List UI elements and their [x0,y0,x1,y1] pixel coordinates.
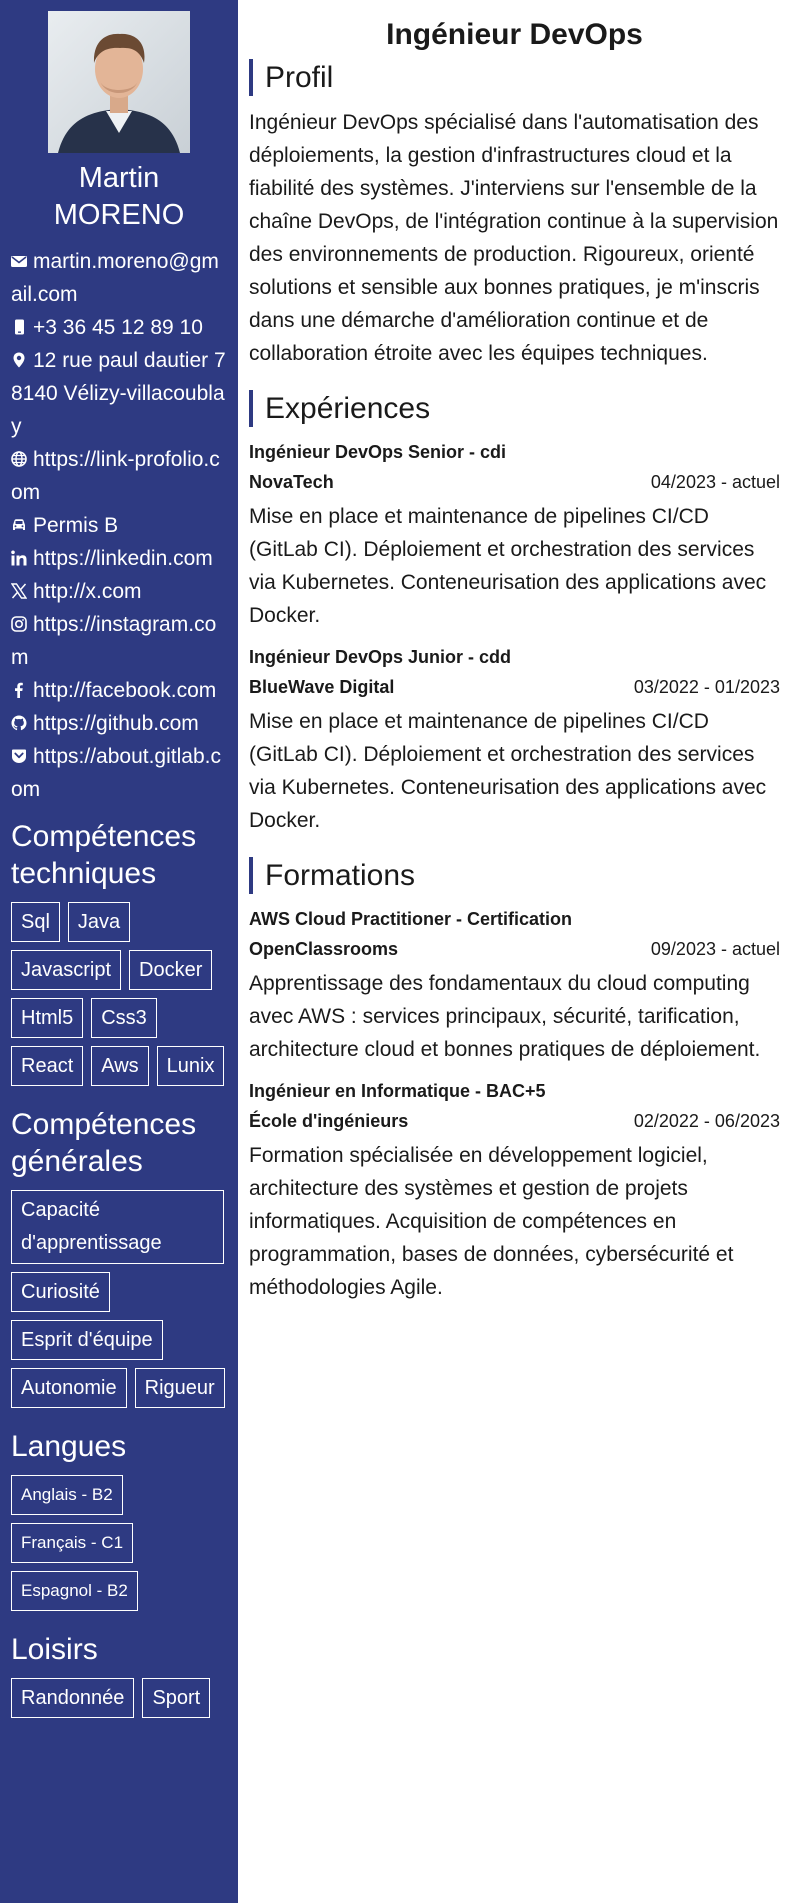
contact-github[interactable] [11,707,227,740]
instagram-icon [11,616,27,632]
formation-dates: 09/2023 - actuel [650,939,780,959]
contact-instagram-text: https://instagram.com [11,613,217,669]
formation-title: AWS Cloud Practitioner - Certification [249,909,573,929]
experience-description: Mise en place et maintenance de pipelines CI/CD (GitLab CI). Déploiement et orchestration des services via Kubernetes. Conteneurisation des applications avec Docker. [249,505,767,627]
formation-school: École d'ingénieurs [249,1111,409,1131]
soft-skill-tag: Capacité d'apprentissage [11,1190,224,1264]
contact-instagram[interactable] [11,608,227,674]
facebook-icon [11,682,27,698]
envelope-icon [11,253,27,269]
formation-entry [249,1076,780,1304]
experience-description: Mise en place et maintenance de pipelines CI/CD (GitLab CI). Déploiement et orchestration des services via Kubernetes. Conteneurisation des applications avec Docker. [249,710,767,832]
contact-github-text: https://github.com [33,712,199,735]
skill-tag: Lunix [157,1046,225,1086]
contact-email[interactable] [11,245,227,311]
formation-title: Ingénieur en Informatique - BAC+5 [249,1081,546,1101]
gitlab-icon [11,748,27,764]
main-content [249,0,780,1324]
contact-license-text: Permis B [33,514,119,537]
first-name: Martin [78,162,160,194]
contact-list [11,245,227,806]
person-name [11,160,227,234]
profile-section [249,59,780,370]
skill-tag: Aws [91,1046,148,1086]
profile-heading: Profil [249,59,780,96]
car-icon [11,517,27,533]
last-name: MORENO [53,199,185,231]
soft-skills-heading: Compétences générales [11,1108,197,1178]
hobby-tag: Sport [142,1678,210,1718]
location-pin-icon [11,352,27,368]
language-tag: Français - C1 [11,1523,133,1563]
contact-phone-text: +3 36 45 12 89 10 [33,316,203,339]
skill-tag: Docker [129,950,212,990]
hobbies-heading: Loisirs [11,1633,98,1666]
formation-meta [249,934,780,964]
formations-heading: Formations [249,857,780,894]
languages-list [11,1475,227,1611]
contact-website[interactable] [11,443,227,509]
experience-title: Ingénieur DevOps Junior - cdd [249,647,512,667]
language-tag: Anglais - B2 [11,1475,123,1515]
tech-skills-list [11,902,227,1086]
experience-meta [249,467,780,497]
formation-entry [249,904,780,1066]
x-icon [11,583,27,599]
skill-tag: Html5 [11,998,83,1038]
contact-x[interactable] [11,575,227,608]
languages-heading: Langues [11,1430,127,1463]
formation-description: Formation spécialisée en développement logiciel, architecture des systèmes et gestion de projets informatiques. Acquisition de compétences en programmation, bases de données, cybersécurité et méthodologies Agile. [249,1144,734,1299]
contact-facebook-text: http://facebook.com [33,679,217,702]
skill-tag: Sql [11,902,60,942]
experience-entry [249,437,780,632]
hobby-tag: Randonnée [11,1678,134,1718]
profile-photo [48,11,190,153]
experiences-section [249,390,780,837]
formation-dates: 02/2022 - 06/2023 [633,1111,780,1131]
language-tag: Espagnol - B2 [11,1571,138,1611]
soft-skills-list [11,1190,227,1408]
contact-x-text: http://x.com [33,580,142,603]
experience-meta [249,672,780,702]
experiences-heading: Expériences [249,390,780,427]
globe-icon [11,451,27,467]
contact-gitlab[interactable] [11,740,227,806]
contact-gitlab-text: https://about.gitlab.com [11,745,221,801]
experience-company: NovaTech [249,472,334,492]
github-icon [11,715,27,731]
formations-section [249,857,780,1304]
contact-address-text: 12 rue paul dautier 78140 Vélizy-villacoublay [11,349,226,438]
job-title: Ingénieur DevOps [386,18,643,51]
contact-phone[interactable] [11,311,227,344]
contact-address [11,344,227,443]
formation-description: Apprentissage des fondamentaux du cloud computing avec AWS : services principaux, sécurité, tarification, architecture cloud et bonnes pratiques de déploiement. [249,972,761,1061]
contact-linkedin[interactable] [11,542,227,575]
skill-tag: Css3 [91,998,157,1038]
sidebar [0,0,238,1903]
contact-facebook[interactable] [11,674,227,707]
contact-email-text: martin.moreno@gmail.com [11,250,219,306]
hobbies-list [11,1678,227,1718]
formation-meta [249,1106,780,1136]
contact-linkedin-text: https://linkedin.com [33,547,213,570]
contact-website-text: https://link-profolio.com [11,448,220,504]
contact-license [11,509,227,542]
phone-icon [11,319,27,335]
skill-tag: Javascript [11,950,121,990]
skill-tag: Java [68,902,130,942]
formation-school: OpenClassrooms [249,939,399,959]
experience-title: Ingénieur DevOps Senior - cdi [249,442,507,462]
linkedin-icon [11,550,27,566]
experience-dates: 04/2023 - actuel [650,472,780,492]
soft-skill-tag: Autonomie [11,1368,127,1408]
experience-dates: 03/2022 - 01/2023 [633,677,780,697]
soft-skill-tag: Rigueur [135,1368,225,1408]
profile-text: Ingénieur DevOps spécialisé dans l'automatisation des déploiements, la gestion d'infrastructures cloud et la fiabilité des systèmes. J'interviens sur l'ensemble de la chaîne DevOps, de l'intégration continue à la supervision des environnements de production. Rigoureux, orienté solutions et sensible aux bonnes pratiques, je m'inscris dans une démarche d'amélioration continue et de collaboration étroite avec les équipes techniques. [249,111,779,365]
tech-skills-heading: Compétences techniques [11,820,197,890]
soft-skill-tag: Curiosité [11,1272,110,1312]
experience-entry [249,642,780,837]
experience-company: BlueWave Digital [249,677,395,697]
soft-skill-tag: Esprit d'équipe [11,1320,163,1360]
skill-tag: React [11,1046,83,1086]
